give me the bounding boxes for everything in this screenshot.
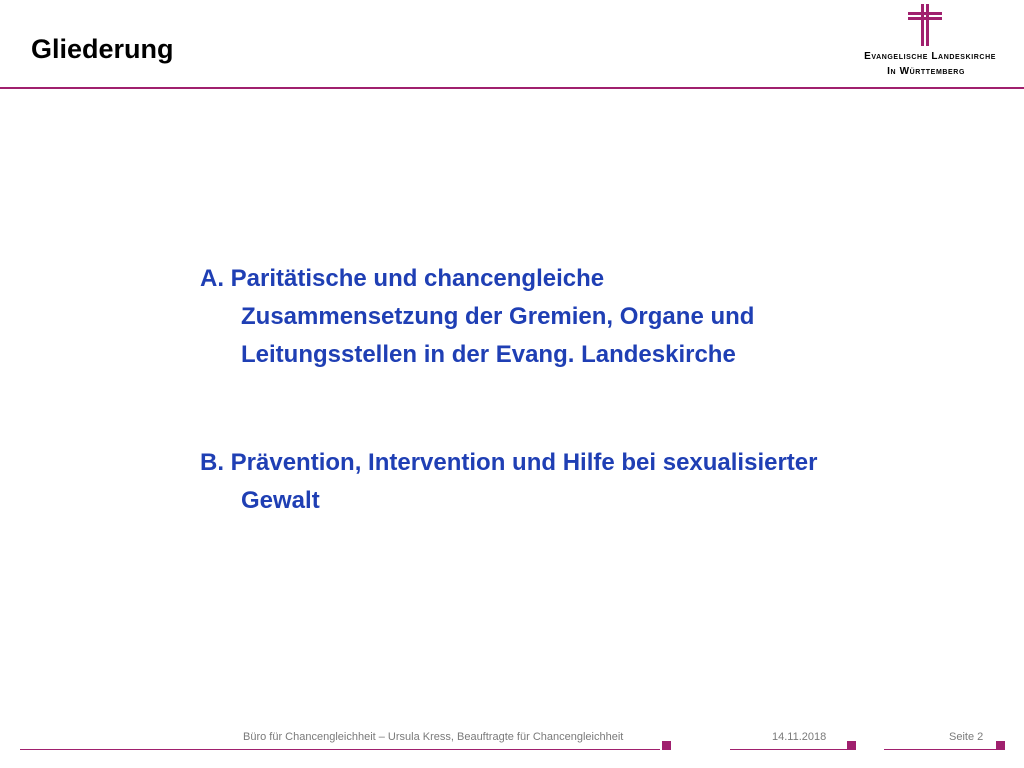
outline-item-b: B. Prävention, Intervention und Hilfe bei sexualisierter Gewalt [200, 449, 818, 514]
header-divider [0, 87, 1024, 89]
footer-divider-1 [20, 749, 660, 750]
cross-icon [908, 4, 942, 46]
logo-text-line-1: Evangelische Landeskirche [864, 51, 996, 62]
church-logo [848, 4, 998, 82]
footer-date: 14.11.2018 [772, 731, 827, 743]
footer-square-2 [847, 741, 856, 750]
footer-square-3 [996, 741, 1005, 750]
footer-divider-3 [884, 749, 1002, 750]
footer-divider-2 [730, 749, 848, 750]
outline-list [200, 260, 820, 520]
footer-square-1 [662, 741, 671, 750]
slide-title: Gliederung [31, 34, 174, 64]
logo-text-line-2: In Württemberg [887, 66, 965, 77]
footer-page-number: Seite 2 [949, 731, 984, 743]
footer-author: Büro für Chancengleichheit – Ursula Kress, Beauftragte für Chancengleichheit [243, 731, 624, 743]
outline-item-a: A. Paritätische und chancengleiche Zusammensetzung der Gremien, Organe und Leitungsstellen in der Evang. Landeskirche [200, 265, 755, 368]
